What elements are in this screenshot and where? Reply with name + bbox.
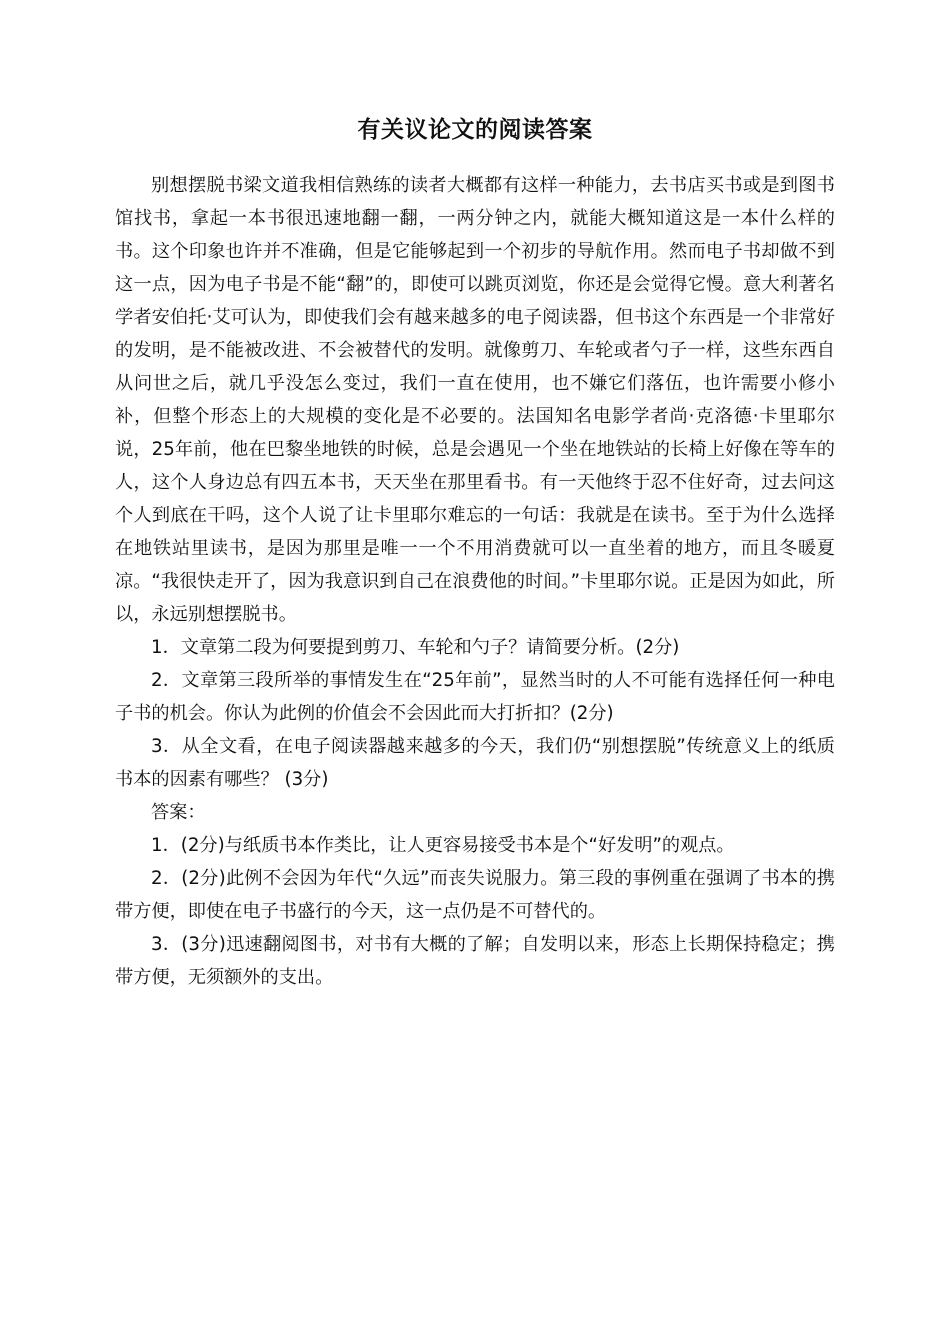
body-paragraph: 别想摆脱书梁文道我相信熟练的读者大概都有这样一种能力，去书店买书或是到图书馆找书，拿起一本书很迅速地翻一翻，一两分钟之内，就能大概知道这是一本什么样的书。这个印象也许并不准确，但是它能够起到一个初步的导航作用。然而电子书却做不到这一点，因为电子书是不能“翻”的，即使可以跳页浏览，你还是会觉得它慢。意大利著名学者安伯托·艾可认为，即使我们会有越来越多的电子阅读器，但书这个东西是一个非常好的发明，是不能被改进、不会被替代的发明。就像剪刀、车轮或者勺子一样，这些东西自从问世之后，就几乎没怎么变过，我们一直在使用，也不嫌它们落伍，也许需要小修小补，但整个形态上的大规模的变化是不必要的。法国知名电影学者尚·克洛德·卡里耶尔说，25年前，他在巴黎坐地铁的时候，总是会遇见一个坐在地铁站的长椅上好像在等车的人，这个人身边总有四五本书，天天坐在那里看书。有一天他终于忍不住好奇，过去问这个人到底在干吗，这个人说了让卡里耶尔难忘的一句话：我就是在读书。至于为什么选择在地铁站里读书，是因为那里是唯一一个不用消费就可以一直坐着的地方，而且冬暖夏凉。“我很快走开了，因为我意识到自己在浪费他的时间。”卡里耶尔说。正是因为如此，所以，永远别想摆脱书。 <box>115 175 835 625</box>
document-content <box>115 169 835 994</box>
question-2: 2．文章第三段所举的事情发生在“25年前”，显然当时的人不可能有选择任何一种电子书的机会。你认为此例的价值会不会因此而大打折扣？(2分) <box>115 670 835 724</box>
document-title: 有关议论文的阅读答案 <box>357 117 593 143</box>
answers-heading: 答案： <box>151 802 206 823</box>
answer-2: 2．(2分)此例不会因为年代“久远”而丧失说服力。第三段的事例重在强调了书本的携带方便，即使在电子书盛行的今天，这一点仍是不可替代的。 <box>115 868 835 922</box>
question-1: 1．文章第二段为何要提到剪刀、车轮和勺子？请简要分析。(2分) <box>151 637 680 658</box>
answer-3: 3．(3分)迅速翻阅图书，对书有大概的了解；自发明以来，形态上长期保持稳定；携带方便，无须额外的支出。 <box>115 934 835 988</box>
answer-1: 1．(2分)与纸质书本作类比，让人更容易接受书本是个“好发明”的观点。 <box>151 835 735 856</box>
question-3: 3．从全文看，在电子阅读器越来越多的今天，我们仍“别想摆脱”传统意义上的纸质书本的因素有哪些？ (3分) <box>115 736 835 790</box>
